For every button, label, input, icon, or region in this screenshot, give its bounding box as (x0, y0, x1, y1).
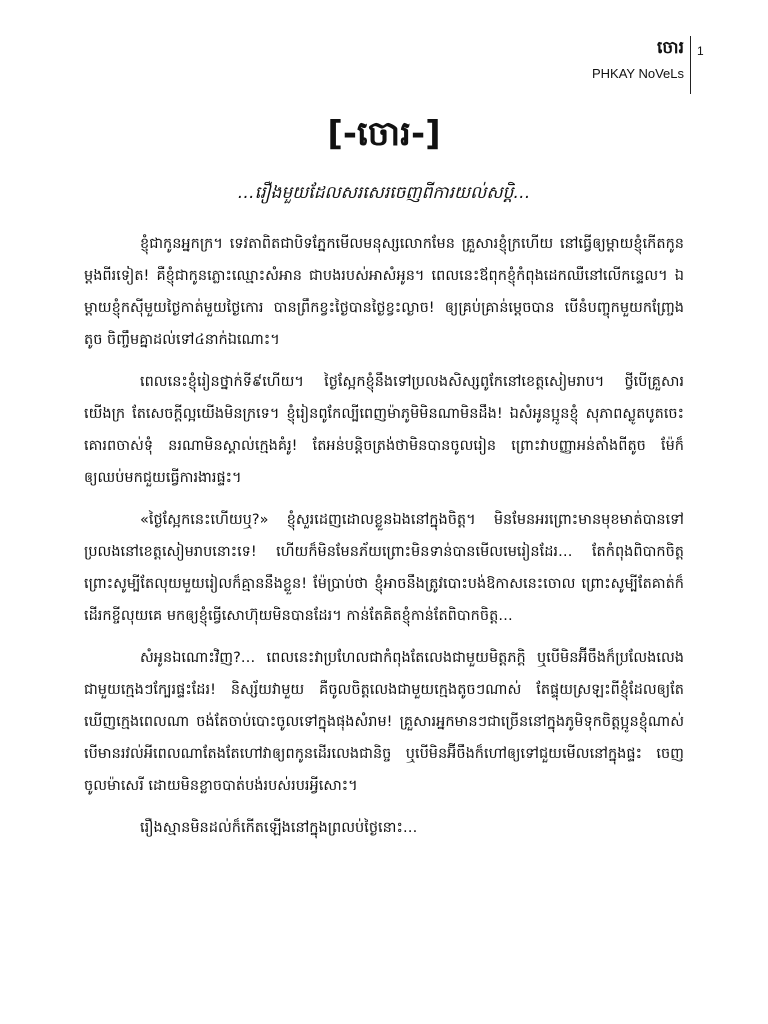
page-number: 1 (697, 44, 704, 58)
document-subtitle: …រឿងមួយដែលសរសេរចេញពីការយល់សប្តិ… (237, 183, 531, 203)
paragraph-3: «ថ្ងៃស្អែកនេះហើយឬ?» ខ្ញុំសួរដេញដោលខ្លួនឯងនៅក្នុងចិត្ត។ មិនមែនអរព្រោះមានមុខមាត់បានទៅប្រលងនៅខេត្តសៀមរាបនោះទេ! ហើយក៏មិនមែនភ័យព្រោះមិនទាន់បានមើលមេរៀនដែរ… តែកំពុងពិបាកចិត្ត ព្រោះសូម្បីតែលុយមួយរៀលក៏គ្មាននឹងខ្លួន! ម៉ែប្រាប់ថា ខ្ញុំអាចនឹងត្រូវបោះបង់ឱកាសនេះចោល ព្រោះសូម្បីតែគាត់ក៏ដើរកខ្ចីលុយគេ មកឲ្យខ្ញុំធ្វើសោហ៊ុយមិនបានដែរ។ កាន់តែគិតខ្ញុំកាន់តែពិបាកចិត្ត… (84, 512, 684, 624)
header-divider (690, 36, 691, 94)
paragraph-2: ពេលនេះខ្ញុំរៀនថ្នាក់ទី៩ហើយ។ ថ្ងៃស្អែកខ្ញុំនឹងទៅប្រលងសិស្សពូកែនៅខេត្តសៀមរាប។ ថ្វីបើគ្រួសារយើងក្រ តែសេចក្តីល្អយើងមិនក្រទេ។ ខ្ញុំរៀនពូកែល្បីពេញម៉ាភូមិមិនណាមិនដឹង! ឯសំអូនប្អូនខ្ញុំ សុភាពស្លូតបូតចេះគោរពចាស់ទុំ នរណាមិនស្គាល់ក្មេងគំរូ! តែអន់បន្តិចត្រង់ថាមិនបានចូលរៀន ព្រោះវាបញ្ញាអន់តាំងពីតូច ម៉ែក៏ឲ្យឈប់មកជួយធ្វើការងារផ្ទះ។ (84, 374, 684, 486)
document-title: [-ចោរ-] (327, 114, 441, 154)
header-title: ចោរ (657, 38, 684, 58)
header-publisher: PHKAY NoVeLs (591, 66, 684, 81)
document-body (84, 228, 684, 854)
paragraph-5: រឿងស្មានមិនដល់ក៏កើតឡើងនៅក្នុងព្រលប់ថ្ងៃនោះ… (140, 820, 418, 836)
page-header (592, 40, 684, 80)
paragraph-1: ខ្ញុំជាកូនអ្នកក្រ។ ទេវតាពិតជាបិទភ្នែកមើលមនុស្សលោកមែន គ្រួសារខ្ញុំក្រហើយ នៅធ្វើឲ្យម្តាយខ្ញុំកើតកូនម្តងពីរទៀត! គឺខ្ញុំជាកូនភ្លោះឈ្មោះសំអាន ជាបងរបស់អាសំអូន។ ពេលនេះឪពុកខ្ញុំកំពុងដេកឈឺនៅលើកន្ទេល។ ឯម្តាយខ្ញុំកស៊ីមួយថ្ងៃកាត់មួយថ្ងៃកោរ បានព្រឹកខ្វះថ្ងៃបានថ្ងៃខ្វះល្ងាច! ឲ្យគ្រប់គ្រាន់ម្តេចបាន បើនំបញ្ចុកមួយកញ្ច្រែងតូច ចិញ្ចឹមគ្នាដល់ទៅ៤នាក់ឯណោះ។ (84, 236, 684, 348)
paragraph-4: សំអូនឯណោះវិញ?… ពេលនេះវាប្រហែលជាកំពុងតែលេងជាមួយមិត្តភក្តិ ឬបើមិនអ៊ីចឹងក៏ប្រលែងលេងជាមួយក្មេងៗក្បែរផ្ទះដែរ! និស្ស័យវាមួយ គឺចូលចិត្តលេងជាមួយក្មេងតូចៗណាស់ តែផ្ទុយស្រឡះពីខ្ញុំដែលឲ្យតែឃើញក្មេងពេលណា ចង់តែចាប់បោះចូលទៅក្នុងផុងសំរាម! គ្រួសារអ្នកមានៗជាច្រើននៅក្នុងភូមិទុកចិត្តប្អូនខ្ញុំណាស់ បើមានរវល់អីពេលណាតែងតែហៅវាឲ្យពកូនដើរលេងជានិច្ច ឬបើមិនអ៊ីចឹងក៏ហៅឲ្យទៅជួយមើលនៅក្នុងផ្ទះ ចេញចូលម៉ាសេរី ដោយមិនខ្លាចបាត់បង់របស់របរអ្វីសោះ។ (84, 650, 684, 794)
